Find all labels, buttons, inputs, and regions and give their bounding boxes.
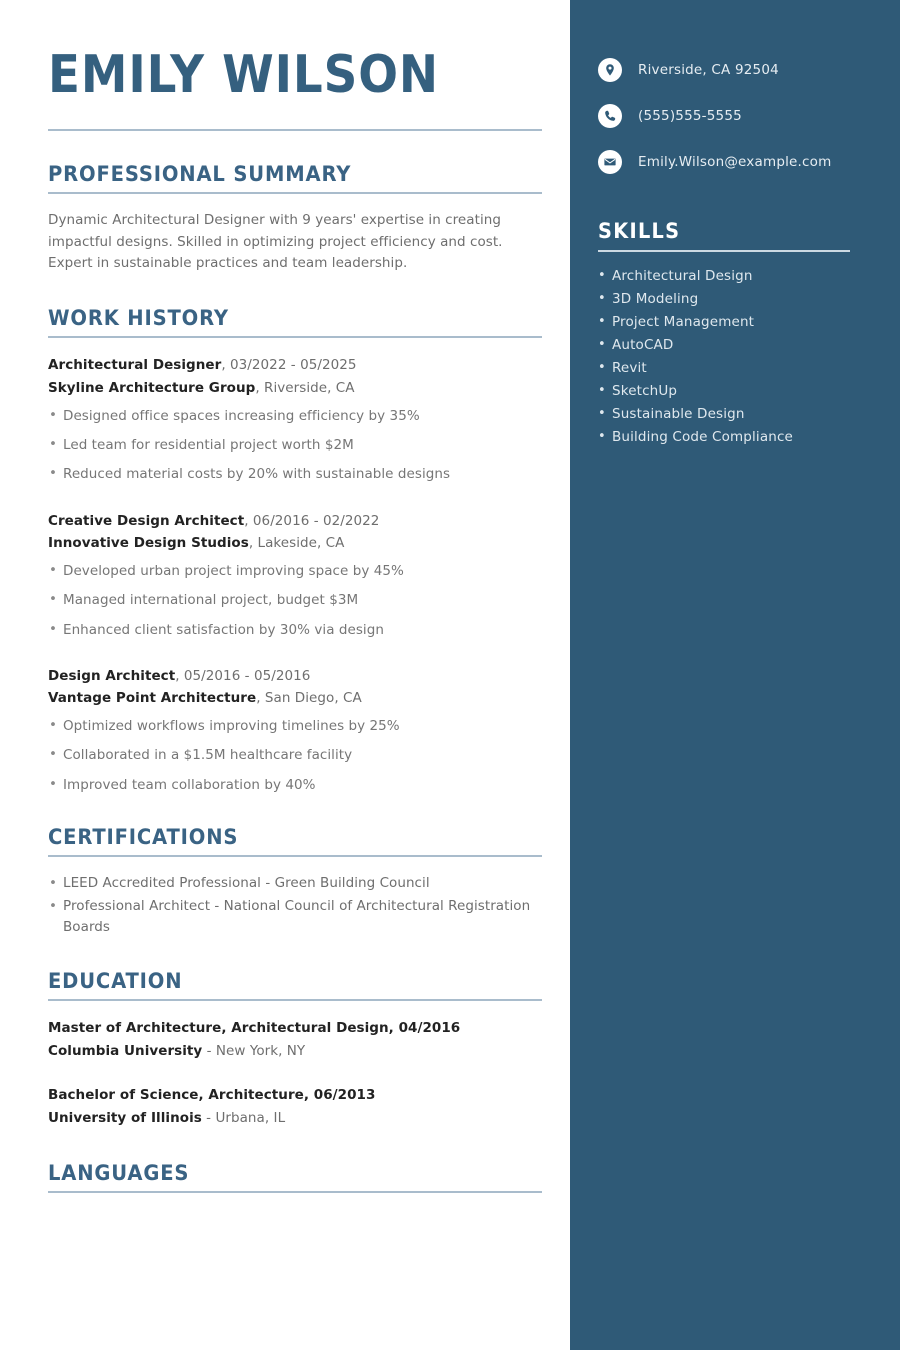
list-item: • SketchUp [598,385,870,399]
section-work-history [48,307,542,794]
section-heading-skills: SKILLS [598,219,681,243]
work-entry [48,665,542,794]
section-heading-summary: PROFESSIONAL SUMMARY [48,161,352,186]
section-divider [48,999,542,1001]
education-degree-line [48,1084,542,1107]
contact-item-location [598,58,870,82]
section-education [48,970,542,1130]
list-item: • Managed international project, budget $3M [48,591,542,609]
job-location: , Riverside, CA [255,379,355,396]
list-item: • Reduced material costs by 20% with sustainable designs [48,465,542,483]
list-item: • 3D Modeling [598,293,870,307]
list-item: • Enhanced client satisfaction by 30% via design [48,621,542,639]
section-heading-education: EDUCATION [48,968,183,993]
certifications-list [48,873,542,938]
job-title: Design Architect [48,667,176,684]
list-item: • Project Management [598,316,870,330]
job-title: Creative Design Architect [48,512,245,529]
phone-icon [598,104,622,128]
education-school: Columbia University [48,1042,203,1059]
section-divider [48,855,542,857]
work-entry-company-line [48,532,542,554]
work-entry [48,510,542,639]
contact-email-text: Emily.Wilson@example.com [638,153,832,170]
section-certifications [48,826,542,938]
list-item: • Building Code Compliance [598,431,870,445]
education-school-line [48,1107,542,1130]
work-entry-title-line [48,510,542,532]
contact-item-email [598,150,870,174]
job-title: Architectural Designer [48,357,222,374]
skills-list [598,270,870,445]
section-heading-work-history: WORK HISTORY [48,306,229,331]
job-company: Skyline Architecture Group [48,379,256,396]
job-company: Vantage Point Architecture [48,690,257,706]
sidebar [570,0,900,1350]
section-divider [48,192,542,194]
education-school-line [48,1040,542,1063]
list-item: • Architectural Design [598,270,870,284]
education-entry [48,1017,542,1062]
section-heading-languages: LANGUAGES [48,1160,190,1185]
list-item: • Led team for residential project worth $2M [48,436,542,454]
contact-location-text: Riverside, CA 92504 [638,61,779,78]
section-skills [598,220,870,445]
list-item: • Revit [598,362,870,376]
list-item: • Professional Architect - National Council of Architectural Registration Boards [48,896,542,938]
section-divider [598,250,850,252]
list-item: • Sustainable Design [598,408,870,422]
job-dates: , 03/2022 - 05/2025 [221,357,357,374]
contact-phone-text: (555)555-5555 [638,107,742,124]
job-location: , San Diego, CA [256,690,362,706]
job-company: Innovative Design Studios [48,534,249,551]
education-location: - Urbana, IL [201,1109,286,1126]
list-item: • LEED Accredited Professional - Green Building Council [48,873,542,894]
education-location: - New York, NY [202,1042,306,1059]
envelope-icon [598,150,622,174]
education-school: University of Illinois [48,1109,202,1126]
name-divider [48,129,542,131]
section-languages [48,1162,542,1193]
section-divider [48,1191,542,1193]
location-pin-icon [598,58,622,82]
work-entry-company-line [48,687,542,709]
education-degree: Bachelor of Science, Architecture, 06/2013 [48,1087,376,1104]
work-entry-company-line [48,377,542,399]
list-item: • Optimized workflows improving timelines by 25% [48,717,542,735]
list-item: • Developed urban project improving space by 45% [48,562,542,580]
list-item: • AutoCAD [598,339,870,353]
job-location: , Lakeside, CA [248,534,345,551]
contact-list [598,58,870,174]
job-dates: , 05/2016 - 05/2016 [175,667,311,684]
section-professional-summary [48,163,542,276]
education-degree: Master of Architecture, Architectural Design, 04/2016 [48,1019,461,1036]
contact-item-phone [598,104,870,128]
list-item: • Improved team collaboration by 40% [48,776,542,794]
job-bullets [48,717,542,794]
education-entry [48,1084,542,1129]
page-title: EMILY WILSON [48,45,439,105]
section-heading-certifications: CERTIFICATIONS [48,824,239,849]
job-dates: , 06/2016 - 02/2022 [244,512,380,529]
list-item: • Collaborated in a $1.5M healthcare facility [48,746,542,764]
work-entry-title-line [48,354,542,376]
section-divider [48,336,542,338]
job-bullets [48,407,542,484]
work-entry-title-line [48,665,542,687]
list-item: • Designed office spaces increasing efficiency by 35% [48,407,542,425]
summary-text: Dynamic Architectural Designer with 9 years' expertise in creating impactful designs. Skilled in optimizing project efficiency and cost. Expert in sustainable practices and team leadership. [48,211,503,272]
work-entry [48,354,542,483]
job-bullets [48,562,542,639]
education-degree-line [48,1017,542,1040]
